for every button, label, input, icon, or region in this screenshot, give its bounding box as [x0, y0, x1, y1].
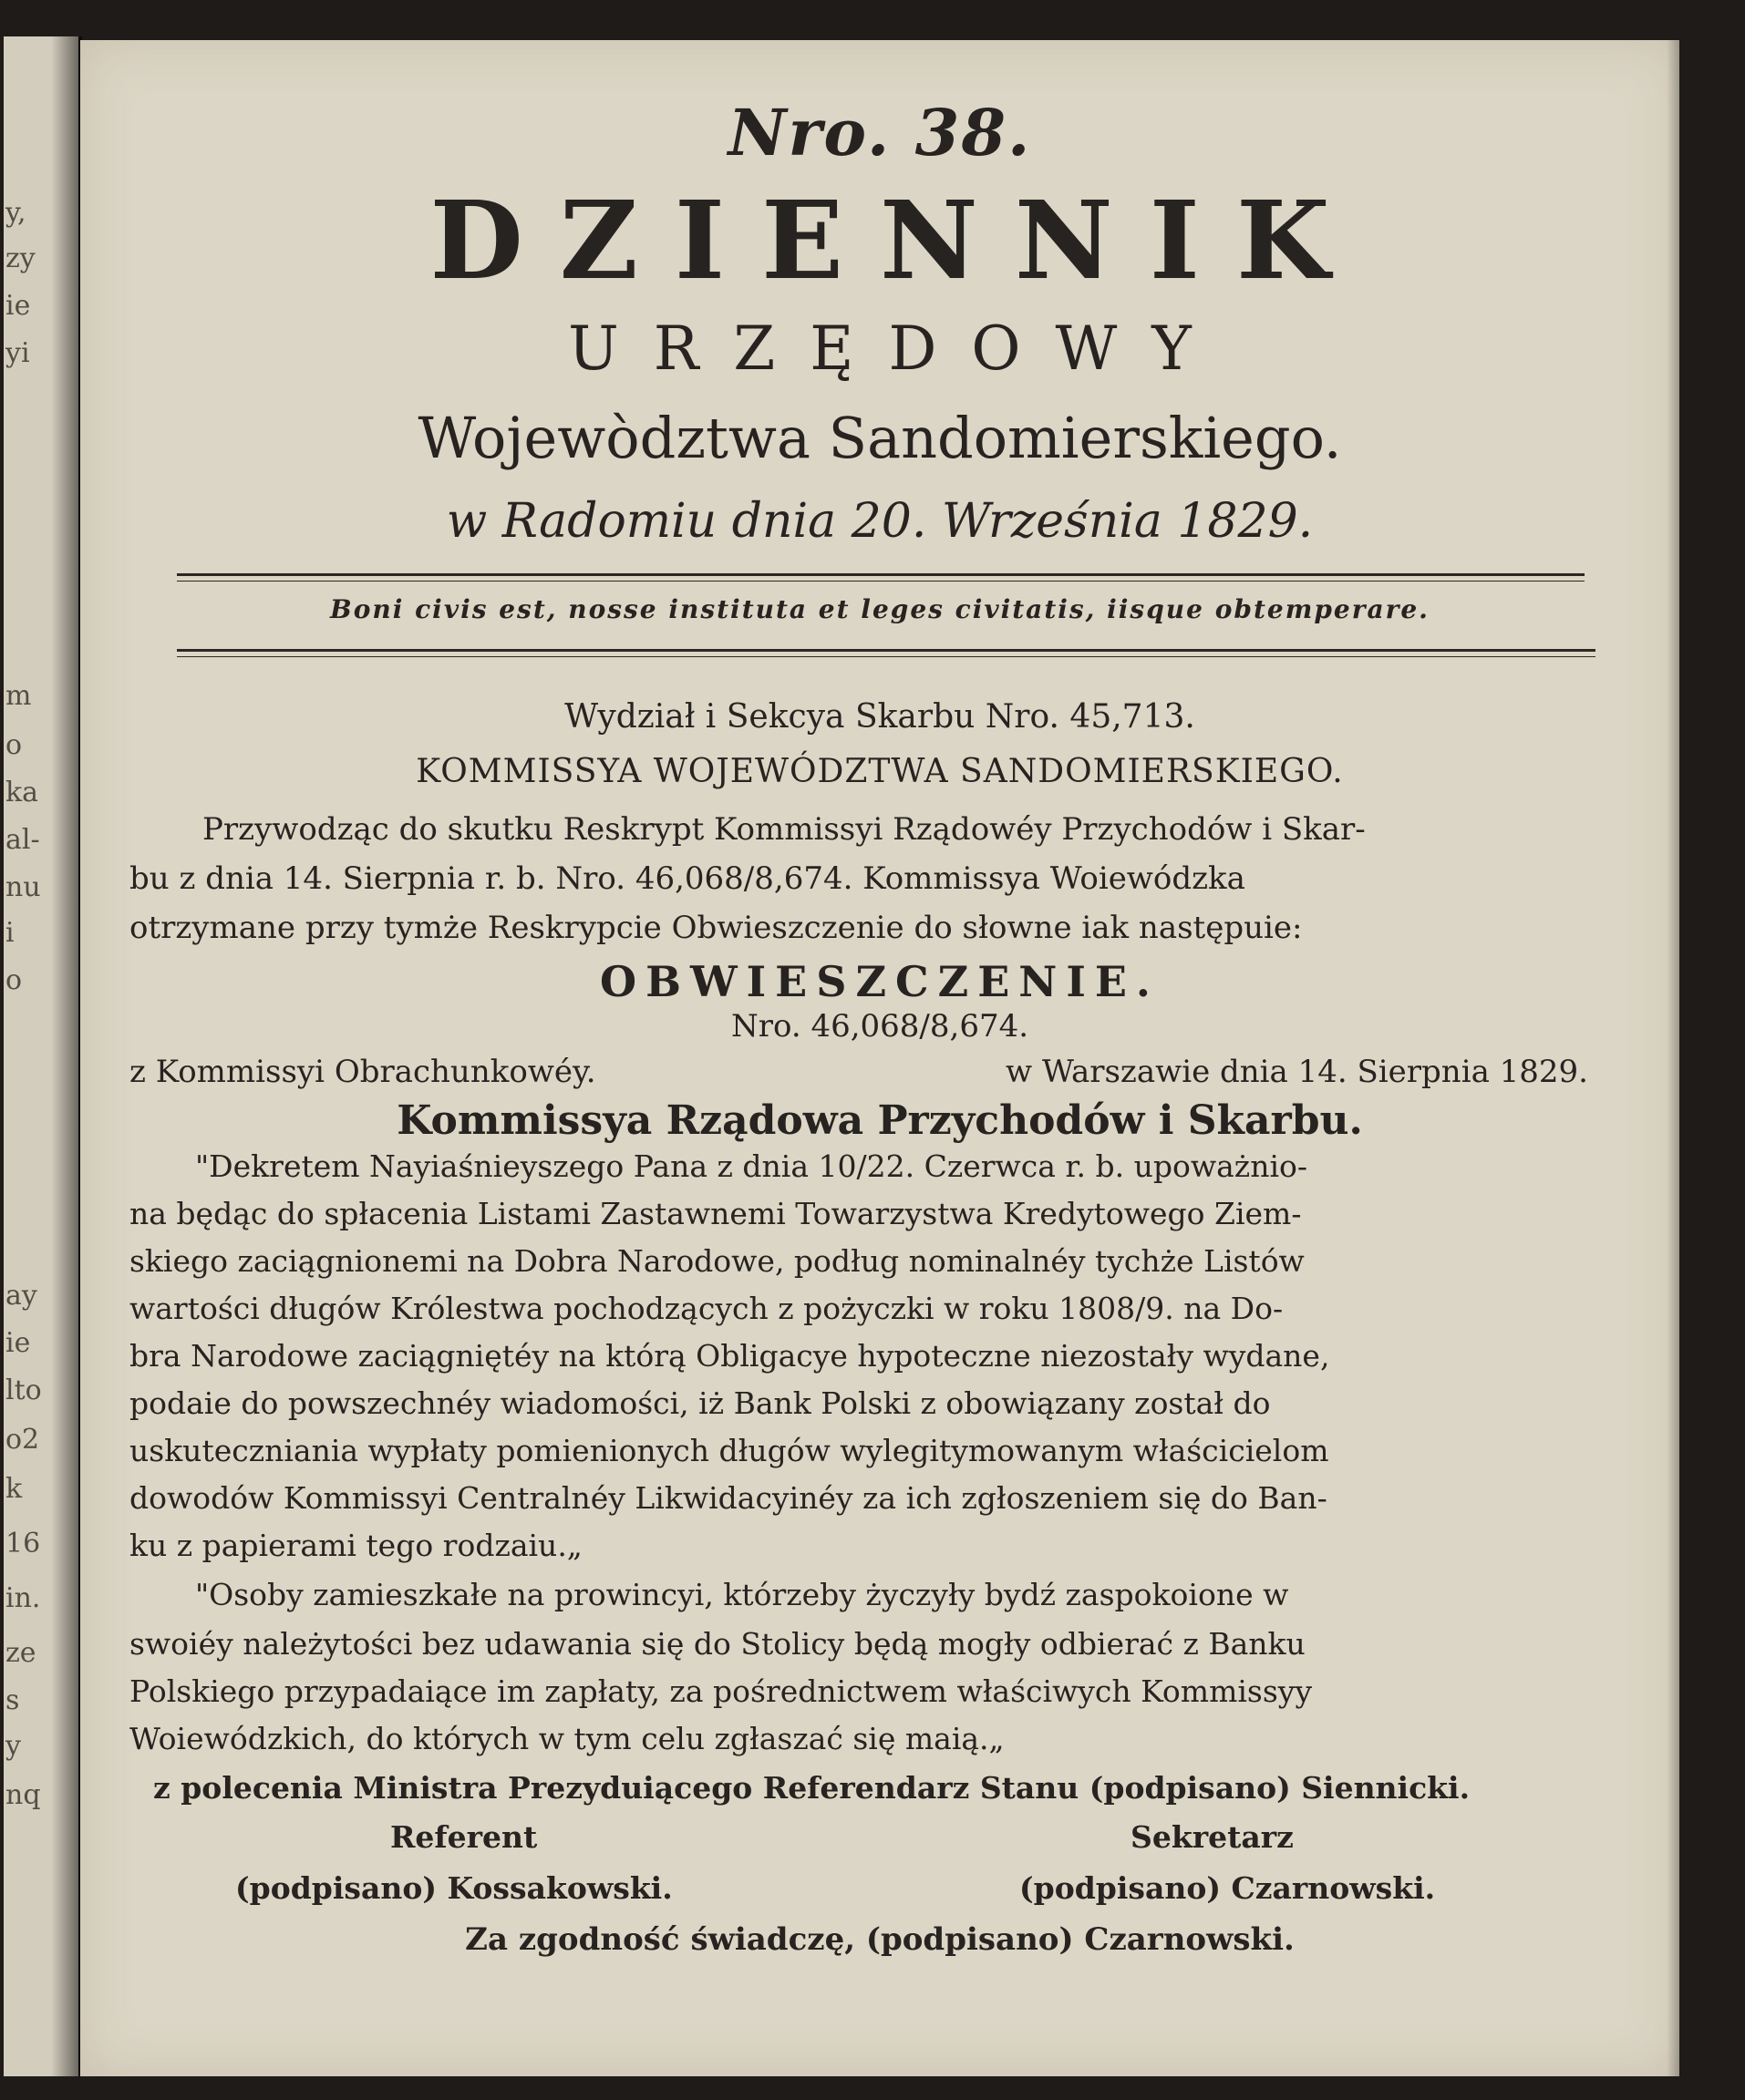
top-rule [177, 573, 1585, 576]
neighbor-text: s [5, 1684, 20, 1716]
referent-label: Referent [390, 1819, 538, 1855]
paragraph-2-line: Polskiego przypadaiące im zapłaty, za pośrednictwem właściwych Kommissyy [129, 1673, 1313, 1709]
attestation: Za zgodność świadczę, (podpisano) Czarnowski. [465, 1921, 1295, 1958]
neighbor-text: o2 [5, 1424, 40, 1456]
neighbor-text: ze [5, 1637, 36, 1669]
origin-left: z Kommissyi Obrachunkowéy. [129, 1054, 596, 1090]
neighbor-text: in. [5, 1582, 41, 1614]
order-line: z polecenia Ministra Prezyduiącego Referendarz Stanu (podpisano) Siennicki. [153, 1770, 1471, 1806]
neighbor-text: ay [5, 1280, 37, 1312]
neighbor-text: nu [5, 871, 41, 903]
newspaper-title: DZIENNIK [429, 177, 1367, 304]
paragraph-2-line: swoiéy należytości bez udawania się do Stolicy będą mogły odbierać z Banku [129, 1626, 1306, 1662]
top-rule-thin [177, 581, 1585, 582]
paragraph-2-line: Woiewódzkich, do których w tym celu zgłaszać się maią.„ [129, 1721, 1005, 1756]
paragraph-1-line: na będąc do spłacenia Listami Zastawnemi Towarzystwa Kredytowego Ziem- [129, 1196, 1302, 1231]
secretary-label: Sekretarz [1131, 1819, 1294, 1855]
neighbor-text: yi [5, 337, 30, 369]
neighbor-text: m [5, 680, 32, 712]
neighbor-text: y [5, 1730, 21, 1762]
neighbor-text: o [5, 964, 23, 996]
paragraph-1-line: ku z papierami tego rodzaiu.„ [129, 1528, 583, 1563]
neighbor-text: k [5, 1473, 23, 1505]
neighbor-text: ie [5, 290, 31, 322]
motto: Boni civis est, nosse instituta et leges civitatis, iisque obtemperare. [330, 594, 1430, 624]
newspaper-page [80, 40, 1679, 2076]
intro-line: bu z dnia 14. Sierpnia r. b. Nro. 46,068/8,674. Kommissya Woiewódzka [129, 860, 1245, 897]
paragraph-1-line: skiego zaciągnionemi na Dobra Narodowe, podług nominalnéy tychże Listów [129, 1243, 1305, 1279]
paragraph-2-line: "Osoby zamieszkałe na prowincyi, którzeby życzyły bydź zaspokoione w [195, 1577, 1289, 1612]
neighbor-text: zy [5, 242, 36, 274]
neighbor-text: i [5, 917, 15, 949]
notice-origin [129, 1054, 1588, 1090]
intro-line: Przywodząc do skutku Reskrypt Kommissyi Rządowéy Przychodów i Skar- [202, 811, 1366, 848]
neighbor-text: nq [5, 1779, 41, 1811]
issue-dateline: w Radomiu dnia 20. Września 1829. [446, 494, 1314, 549]
paragraph-1-line: podaie do powszechnéy wiadomości, iż Bank Polski z obowiązany został do [129, 1385, 1271, 1421]
referent-signature: (podpisano) Kossakowski. [235, 1870, 673, 1906]
neighbor-text: al- [5, 824, 40, 856]
neighbor-text: ka [5, 777, 39, 808]
bottom-rule [177, 649, 1595, 652]
neighbor-text: o [5, 729, 23, 761]
neighbor-text: 16 [5, 1528, 41, 1560]
bottom-rule-thin [177, 656, 1595, 657]
authority-heading: Kommissya Rządowa Przychodów i Skarbu. [397, 1097, 1363, 1144]
newspaper-subtitle: URZĘDOWY [568, 314, 1226, 384]
commission-heading: KOMMISSYA WOJEWÓDZTWA SANDOMIERSKIEGO. [416, 753, 1344, 790]
neighbor-text: y, [5, 197, 26, 229]
paragraph-1-line: bra Narodowe zaciągniętéy na którą Obligacye hypoteczne niezostały wydane, [129, 1338, 1330, 1374]
paragraph-1-line: uskuteczniania wypłaty pomienionych długów wylegitymowanym właścicielom [129, 1433, 1329, 1468]
paragraph-1-line: wartości długów Królestwa pochodzących z pożyczki w roku 1808/9. na Do- [129, 1291, 1284, 1326]
neighbor-text: lto [5, 1374, 42, 1406]
notice-number: Nro. 46,068/8,674. [730, 1008, 1029, 1045]
notice-heading: OBWIESZCZENIE. [600, 957, 1160, 1006]
department-line: Wydział i Sekcya Skarbu Nro. 45,713. [564, 698, 1195, 736]
issue-number: Nro. 38. [728, 95, 1032, 170]
gutter-shadow [51, 36, 82, 2076]
region-title: Wojewòdztwa Sandomierskiego. [418, 405, 1342, 471]
neighbor-text: ie [5, 1327, 31, 1359]
origin-right: w Warszawie dnia 14. Sierpnia 1829. [1006, 1054, 1588, 1090]
intro-line: otrzymane przy tymże Reskrypcie Obwieszczenie do słowne iak następuie: [129, 910, 1303, 946]
secretary-signature: (podpisano) Czarnowski. [1019, 1870, 1436, 1906]
paragraph-1-line: "Dekretem Nayiaśnieyszego Pana z dnia 10/22. Czerwca r. b. upoważnio- [195, 1148, 1308, 1184]
paragraph-1-line: dowodów Kommissyi Centralnéy Likwidacyinéy za ich zgłoszeniem się do Ban- [129, 1480, 1327, 1516]
